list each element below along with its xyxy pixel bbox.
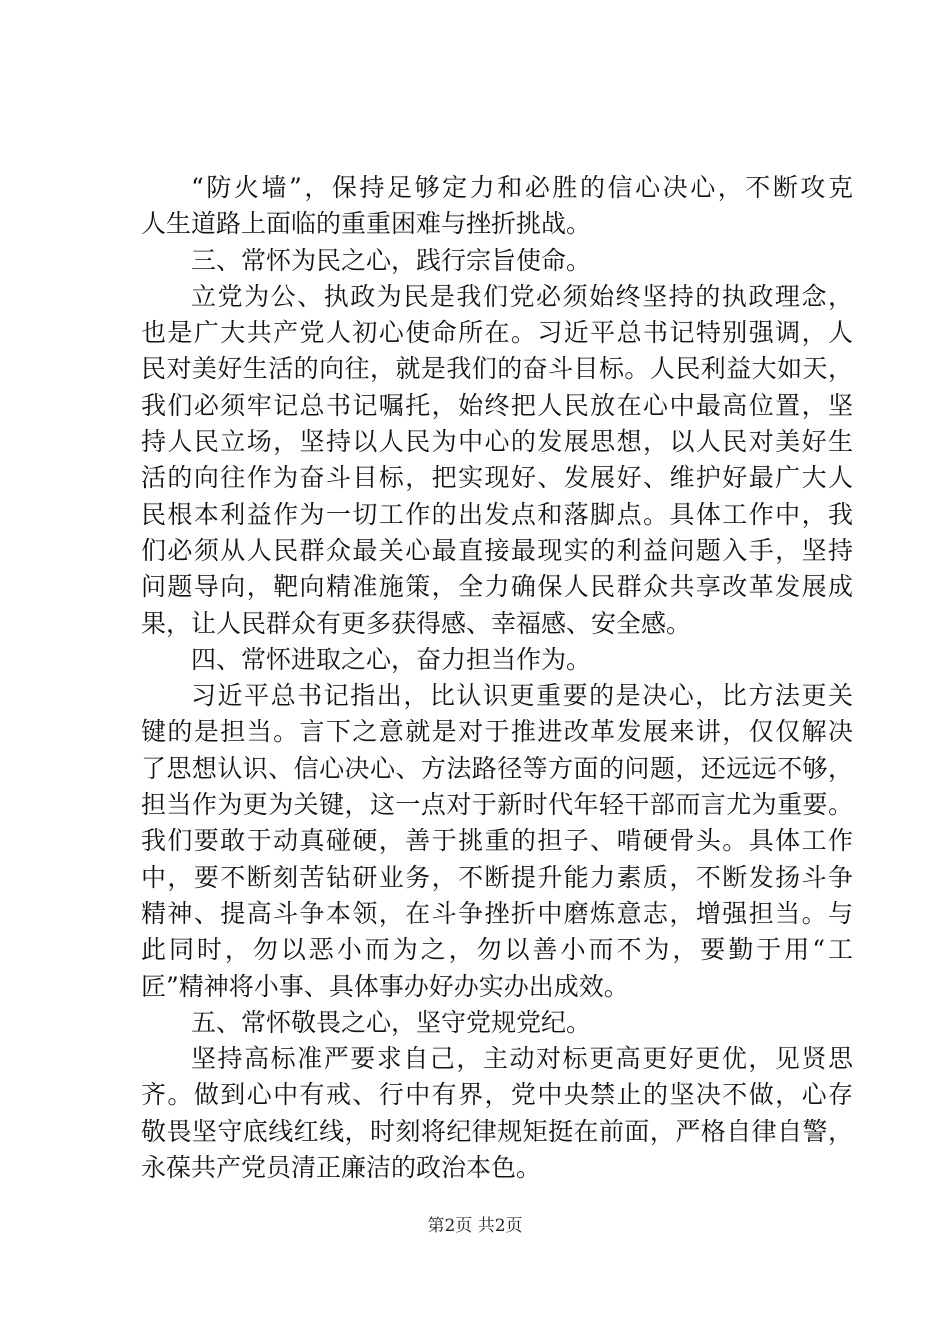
paragraph-line: 键的是担当。言下之意就是对于推进改革发展来讲，仅仅解决 xyxy=(141,717,853,747)
section-heading: 四、常怀进取之心，奋力担当作为。 xyxy=(191,644,592,674)
page-number-footer: 第2页 共2页 xyxy=(427,1216,523,1236)
paragraph-line: 持人民立场，坚持以人民为中心的发展思想，以人民对美好生 xyxy=(141,427,853,457)
paragraph-line: 精神、提高斗争本领，在斗争挫折中磨炼意志，增强担当。与 xyxy=(141,898,853,928)
paragraph-line: 敬畏坚守底线红线，时刻将纪律规矩挺在前面，严格自律自警， xyxy=(141,1116,853,1146)
paragraph-line: 坚持高标准严要求自己，主动对标更高更好更优，见贤思 xyxy=(191,1044,853,1074)
paragraph-line: 民对美好生活的向往，就是我们的奋斗目标。人民利益大如天， xyxy=(141,354,853,384)
paragraph-line: 永葆共产党员清正廉洁的政治本色。 xyxy=(141,1153,542,1183)
paragraph-line: 齐。做到心中有戒、行中有界，党中央禁止的坚决不做，心存 xyxy=(141,1080,853,1110)
paragraph-line: 匠”精神将小事、具体事办好办实办出成效。 xyxy=(141,971,629,1001)
paragraph-line: 人生道路上面临的重重困难与挫折挑战。 xyxy=(141,209,592,239)
paragraph-line: 问题导向，靶向精准施策，全力确保人民群众共享改革发展成 xyxy=(141,572,853,602)
paragraph-line: 此同时，勿以恶小而为之，勿以善小而不为，要勤于用“工 xyxy=(141,935,853,965)
paragraph-line: 了思想认识、信心决心、方法路径等方面的问题，还远远不够， xyxy=(141,753,853,783)
paragraph-line: 民根本利益作为一切工作的出发点和落脚点。具体工作中，我 xyxy=(141,499,853,529)
paragraph-line: “防火墙”，保持足够定力和必胜的信心决心，不断攻克 xyxy=(191,173,853,202)
paragraph-line: 习近平总书记指出，比认识更重要的是决心，比方法更关 xyxy=(191,681,853,711)
paragraph-line: 立党为公、执政为民是我们党必须始终坚持的执政理念， xyxy=(191,281,853,311)
paragraph-line: 我们必须牢记总书记嘱托，始终把人民放在心中最高位置，坚 xyxy=(141,390,853,420)
paragraph-line: 活的向往作为奋斗目标，把实现好、发展好、维护好最广大人 xyxy=(141,463,853,493)
paragraph-line: 们必须从人民群众最关心最直接最现实的利益问题入手，坚持 xyxy=(141,535,853,565)
paragraph-line: 果，让人民群众有更多获得感、幸福感、安全感。 xyxy=(141,608,692,638)
paragraph-line: 也是广大共产党人初心使命所在。习近平总书记特别强调，人 xyxy=(141,318,853,348)
document-body xyxy=(141,170,853,1186)
paragraph-line: 中，要不断刻苦钻研业务，不断提升能力素质，不断发扬斗争 xyxy=(141,862,853,892)
paragraph-line: 我们要敢于动真碰硬，善于挑重的担子、啃硬骨头。具体工作 xyxy=(141,826,853,856)
section-heading: 三、常怀为民之心，践行宗旨使命。 xyxy=(191,245,592,275)
paragraph-line: 担当作为更为关键，这一点对于新时代年轻干部而言尤为重要。 xyxy=(141,790,853,820)
section-heading: 五、常怀敬畏之心，坚守党规党纪。 xyxy=(191,1007,592,1037)
